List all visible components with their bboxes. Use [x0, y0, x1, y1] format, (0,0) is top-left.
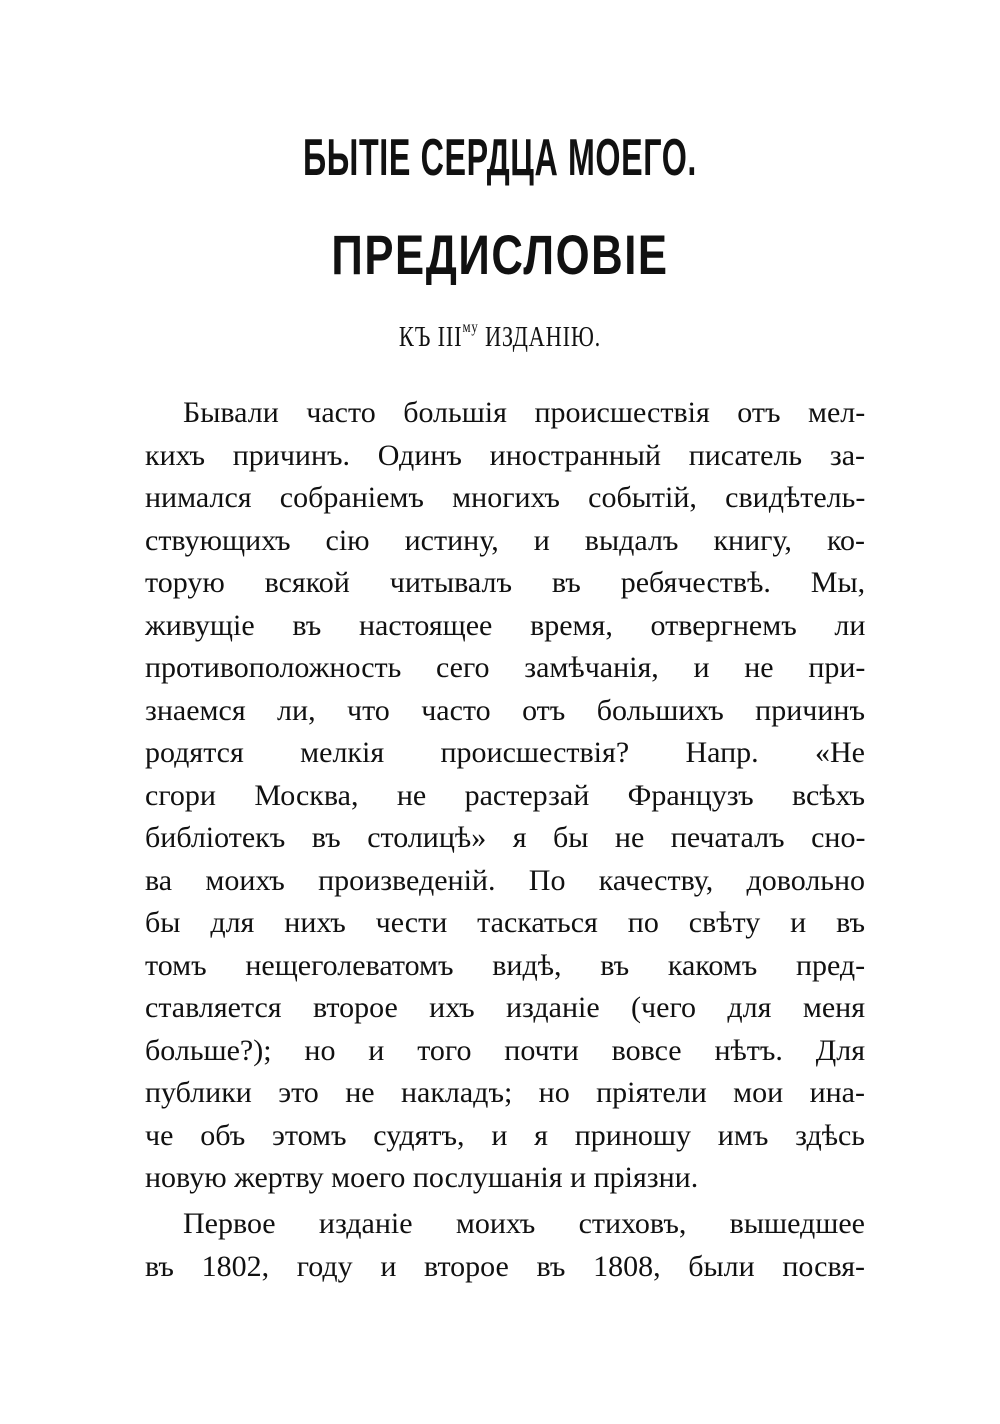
text-line: ставляется второе ихъ изданіе (чего для меня: [145, 991, 865, 1024]
text-line: Бывали часто большія происшествія отъ мел-: [183, 396, 866, 429]
text-line: живущіе въ настоящее время, отвергнемъ ли: [145, 608, 866, 642]
text-line: томъ нещеголеватомъ видѣ, въ какомъ пред-: [145, 948, 866, 982]
text-line: знаемся ли, что часто отъ большихъ причинъ: [145, 693, 865, 727]
text-line: сгори Москва, не растерзай Французъ всѣхъ: [145, 778, 865, 812]
subtitle-sup: му: [462, 318, 479, 336]
text-line: публики это не накладъ; но пріятели мои ина-: [145, 1076, 865, 1109]
text-line: новую жертву моего послушанія и пріязни.: [145, 1161, 699, 1194]
text-line: больше?); но и того почти вовсе нѣтъ. Для: [145, 1033, 865, 1067]
subtitle-pre: КЪ III: [398, 322, 463, 353]
text-line: нимался собраніемъ многихъ событій, свидѣтель-: [145, 481, 866, 514]
text-line: библіотекъ въ столицѣ» я бы не печаталъ сно-: [145, 821, 866, 854]
text-line: Первое изданіе моихъ стиховъ, вышедшее: [183, 1207, 865, 1240]
text-line: ствующихъ сію истину, и выдалъ книгу, ко-: [145, 523, 865, 557]
text-line: въ 1802, году и второе въ 1808, были посвя-: [145, 1249, 865, 1283]
subtitle-post: ИЗДАНІЮ.: [478, 322, 602, 353]
text-line: противоположность сего замѣчанія, и не при-: [145, 651, 866, 684]
section-heading: ПРЕДИСЛОВІЕ: [331, 223, 669, 286]
text-line: ва моихъ произведеній. По качеству, довольно: [145, 863, 866, 897]
paragraph-2: [145, 1203, 865, 1288]
paragraph-1: [145, 392, 865, 1200]
text-line: торую всякой читывалъ въ ребячествѣ. Мы,: [145, 566, 866, 599]
text-line: че объ этомъ судятъ, и я приношу имъ здѣсь: [145, 1118, 865, 1152]
book-title: БЫТІЕ СЕРДЦА МОЕГО.: [303, 129, 697, 187]
edition-subtitle: [100, 318, 900, 354]
text-line: бы для нихъ чести таскаться по свѣту и въ: [145, 906, 865, 939]
text-line: кихъ причинъ. Одинъ иностранный писатель за-: [145, 438, 865, 472]
text-line: родятся мелкія происшествія? Напр. «Не: [145, 736, 865, 769]
